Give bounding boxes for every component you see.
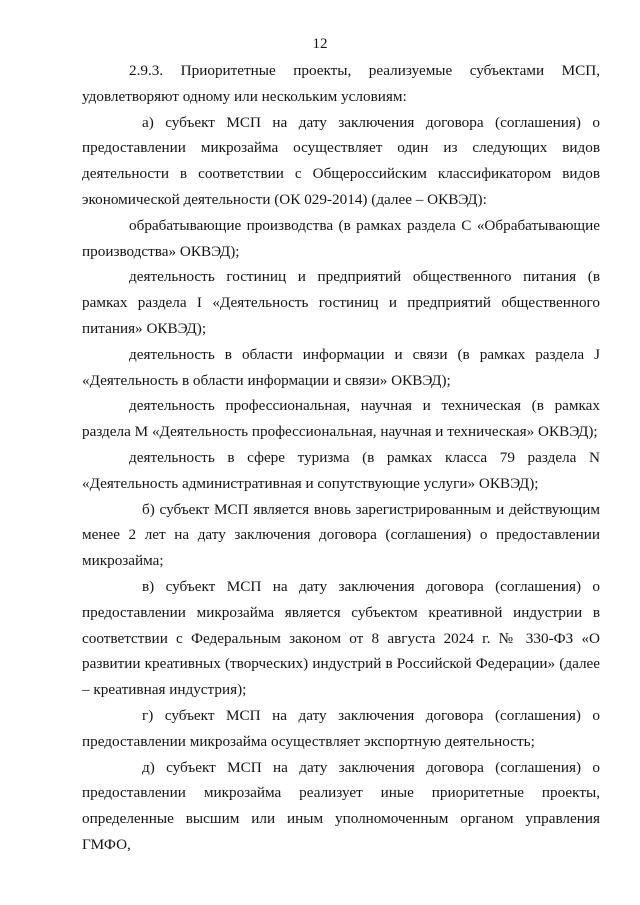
paragraph-hotels-catering: деятельность гостиниц и предприятий общественного питания (в рамках раздела I «Деятельность гостиниц и предприятий общественного питания» ОКВЭД);: [82, 268, 600, 337]
paragraph-information-communication: деятельность в области информации и связи (в рамках раздела J «Деятельность в области информации и связи» ОКВЭД);: [82, 345, 600, 389]
paragraph-tourism: деятельность в сфере туризма (в рамках класса 79 раздела N «Деятельность административная и сопутствующие услуги» ОКВЭД);: [82, 448, 600, 492]
paragraph-item-v: в) субъект МСП на дату заключения договора (соглашения) о предоставлении микрозайма является субъектом креативной индустрии в соответствии с Федеральным законом от 8 августа 2024 г. № 330-ФЗ «О развитии креативных (творческих) индустрий в Российской Федерации» (далее – креативная индустрия);: [82, 577, 600, 699]
paragraph-item-a: а) субъект МСП на дату заключения договора (соглашения) о предоставлении микрозайма осуществляет один из следующих видов деятельности в соответствии с Общероссийским классификатором видов экономической деятельности (ОК 029-2014) (далее – ОКВЭД):: [82, 113, 600, 208]
paragraph-item-d: д) субъект МСП на дату заключения договора (соглашения) о предоставлении микрозайма реализует иные приоритетные проекты, определенные высшим или иным уполномоченным органом управления ГМФО,: [82, 758, 600, 853]
paragraph-item-b: б) субъект МСП является вновь зарегистрированным и действующим менее 2 лет на дату заключения договора (соглашения) о предоставлении микрозайма;: [82, 500, 600, 570]
page-number: 12: [312, 36, 328, 52]
paragraph-professional-scientific: деятельность профессиональная, научная и техническая (в рамках раздела M «Деятельность профессиональная, научная и техническая» ОКВЭД);: [82, 397, 600, 441]
document-body: [82, 58, 600, 858]
paragraph-item-g: г) субъект МСП на дату заключения договора (соглашения) о предоставлении микрозайма осуществляет экспортную деятельность;: [82, 706, 600, 750]
paragraph-2-9-3: 2.9.3. Приоритетные проекты, реализуемые субъектами МСП, удовлетворяют одному или нескольким условиям:: [82, 62, 600, 105]
paragraph-manufacturing: обрабатывающие производства (в рамках раздела C «Обрабатывающие производства» ОКВЭД);: [82, 216, 600, 260]
